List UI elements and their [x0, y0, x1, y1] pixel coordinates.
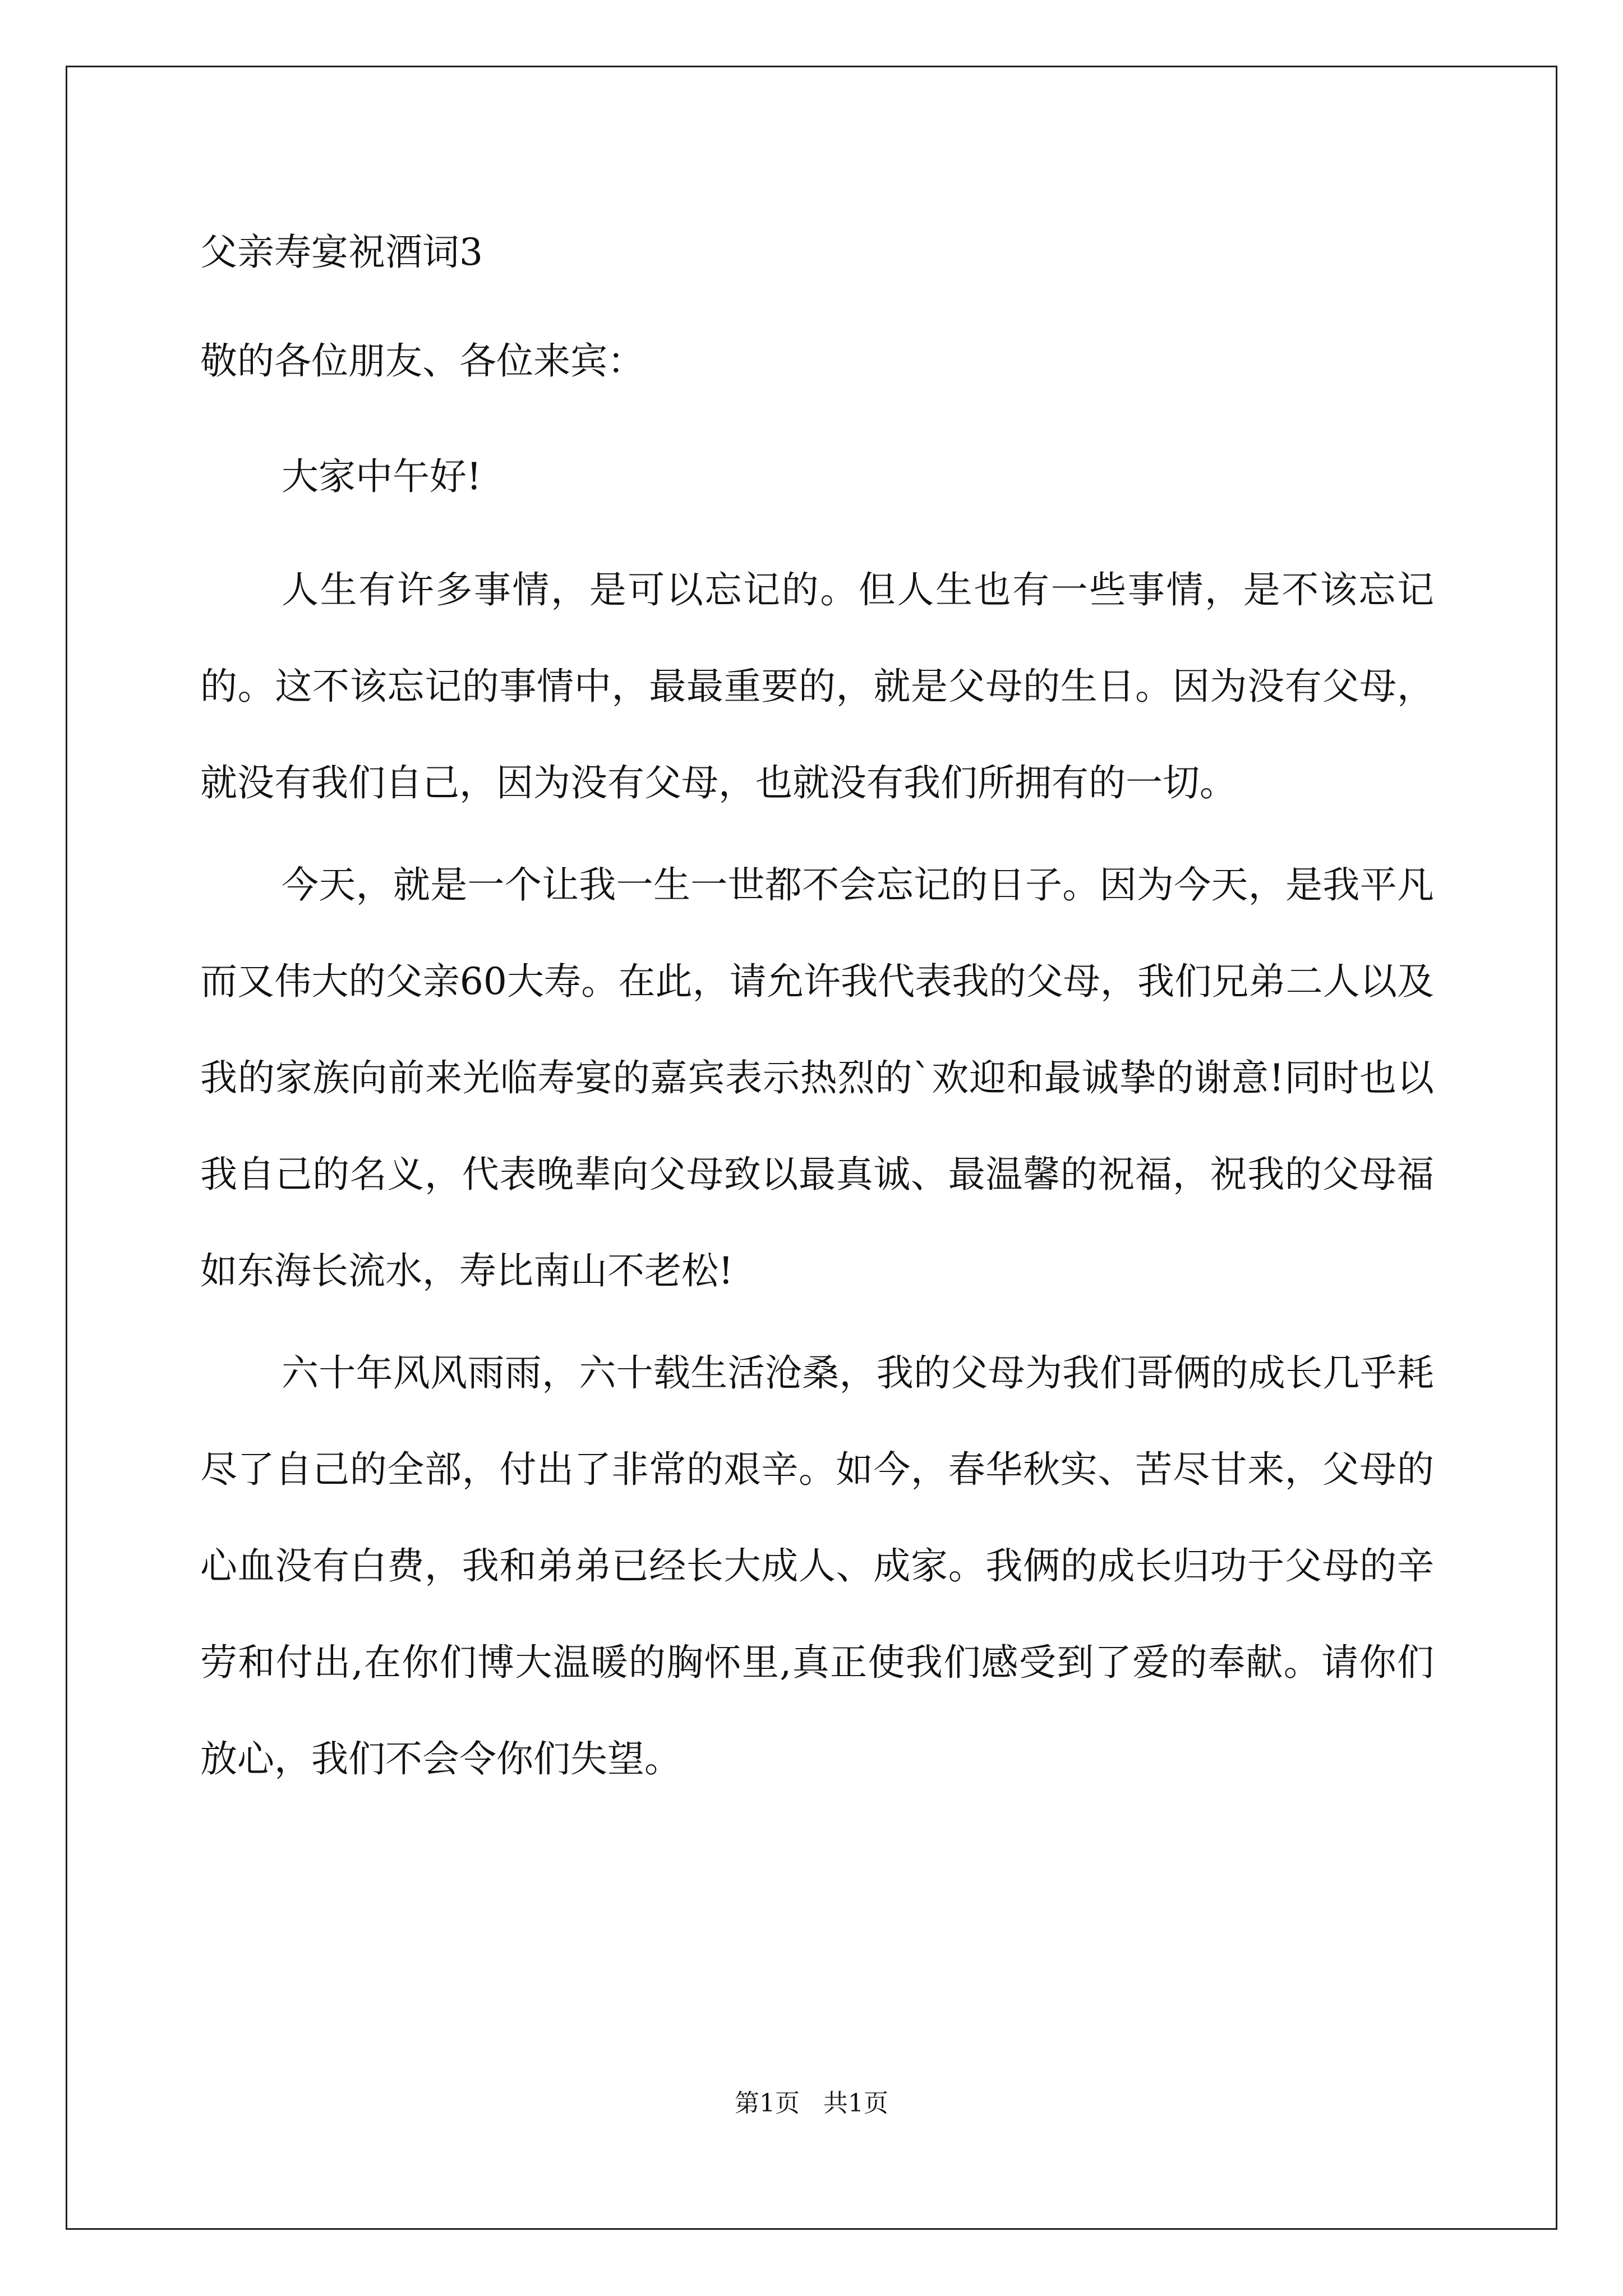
paragraph: 六十年风风雨雨，六十载生活沧桑，我的父母为我们哥俩的成长几乎耗尽了自己的全部，付出了非常的艰辛。如今，春华秋实、苦尽甘来，父母的心血没有白费，我和弟弟已经长大成人、成家。我俩的成长归功于父母的辛劳和付出,在你们博大温暖的胸怀里,真正使我们感受到了爱的奉献。请你们放心，我们不会令你们失望。: [200, 1351, 1434, 1780]
page-footer: [0, 2087, 1623, 2120]
paragraph: 今天，就是一个让我一生一世都不会忘记的日子。因为今天，是我平凡而又伟大的父亲60大寿。在此，请允许我代表我的父母，我们兄弟二人以及我的家族向前来光临寿宴的嘉宾表示热烈的`欢迎和最诚挚的谢意!同时也以我自己的名义，代表晚辈向父母致以最真诚、最温馨的祝福，祝我的父母福如东海长流水，寿比南山不老松!: [200, 863, 1434, 1292]
paragraph: 人生有许多事情，是可以忘记的。但人生也有一些事情，是不该忘记的。这不该忘记的事情中，最最重要的，就是父母的生日。因为没有父母，就没有我们自己，因为没有父母，也就没有我们所拥有的一切。: [200, 568, 1434, 804]
paragraph-greeting: 大家中午好!: [282, 455, 482, 498]
page-number-total: 共1页: [823, 2089, 888, 2118]
salutation: 敬的各位朋友、各位来宾：: [200, 339, 644, 383]
page-number-current: 第1页: [735, 2089, 800, 2118]
document-title: 父亲寿宴祝酒词3: [200, 231, 483, 274]
document-body: [200, 213, 1434, 1813]
